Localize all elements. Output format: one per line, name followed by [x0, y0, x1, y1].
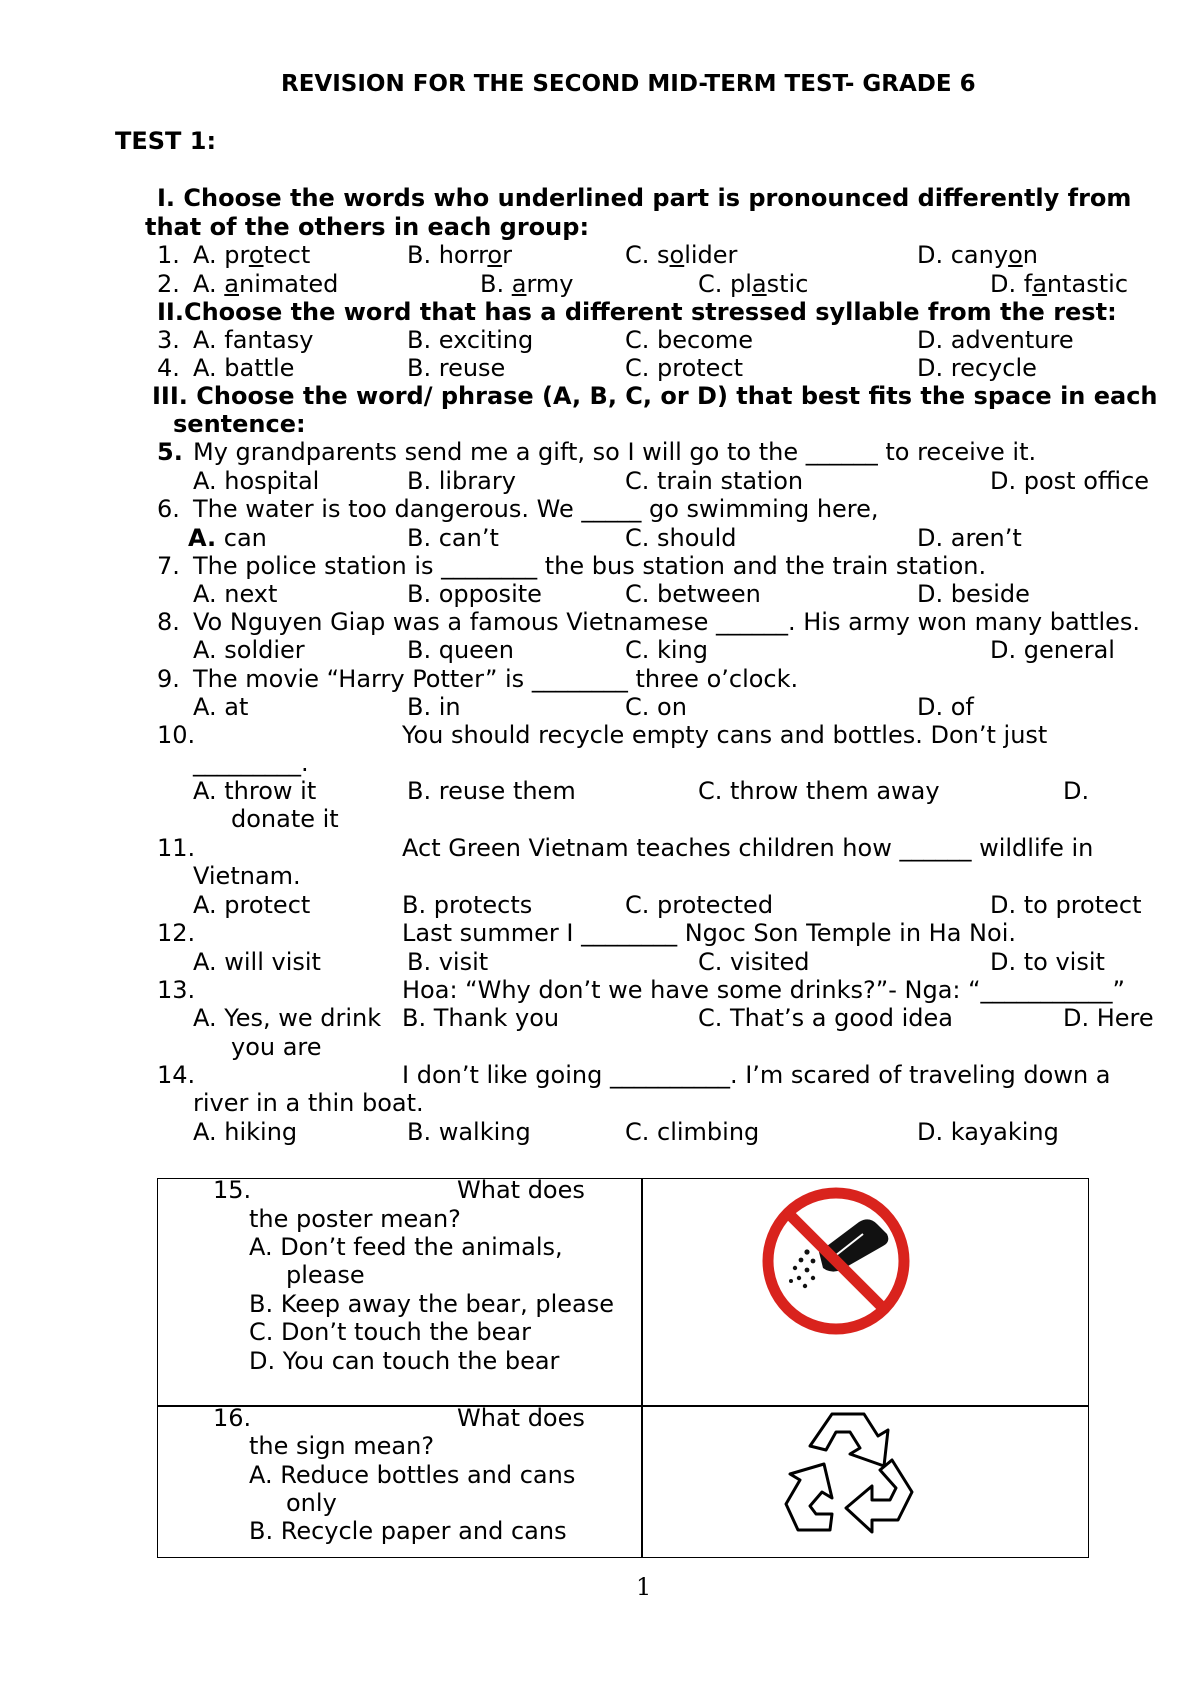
option-b: B. army: [480, 270, 574, 298]
page-number: 1: [636, 1573, 652, 1601]
question-number: 6.: [157, 495, 180, 523]
question-number: 10.: [157, 721, 196, 749]
option-c: C. protect: [625, 354, 744, 382]
question-stem: What does: [457, 1404, 585, 1432]
option-d: D. to visit: [990, 948, 1105, 976]
question-number: 8.: [157, 608, 180, 636]
option-d: D. beside: [917, 580, 1030, 608]
question-number: 15.: [213, 1176, 252, 1204]
question-number: 12.: [157, 919, 196, 947]
option-a: A. throw it: [193, 777, 317, 805]
option-b: B. reuse: [407, 354, 506, 382]
option-d: D. of: [917, 693, 974, 721]
option-d: D. fantastic: [990, 270, 1129, 298]
option-a: A. fantasy: [193, 326, 314, 354]
option-b: B. library: [407, 467, 516, 495]
option-d: D. You can touch the bear: [249, 1347, 560, 1375]
question-number: 16.: [213, 1404, 252, 1432]
question-number: 1.: [157, 241, 180, 269]
option-b: B. in: [407, 693, 461, 721]
option-c: C. Don’t touch the bear: [249, 1318, 531, 1346]
option-c: C. become: [625, 326, 754, 354]
option-d: D. general: [990, 636, 1115, 664]
option-a: A. animated: [193, 270, 339, 298]
option-a-cont: please: [286, 1261, 365, 1289]
option-a: A. Yes, we drink: [193, 1004, 382, 1032]
option-d: D. to protect: [990, 891, 1142, 919]
option-b: B. opposite: [407, 580, 542, 608]
section1-heading-cont: that of the others in each group:: [145, 213, 590, 241]
option-a: A. at: [193, 693, 249, 721]
question-stem: Vo Nguyen Giap was a famous Vietnamese ______. His army won many battles.: [193, 608, 1141, 636]
option-a: A. soldier: [193, 636, 305, 664]
option-a: A. hiking: [193, 1118, 298, 1146]
question-number: 7.: [157, 552, 180, 580]
option-a: A. next: [193, 580, 278, 608]
option-d: D.: [1063, 777, 1090, 805]
option-d: D. adventure: [917, 326, 1074, 354]
option-d: D. recycle: [917, 354, 1037, 382]
option-d: D. canyon: [917, 241, 1038, 269]
question-stem: What does: [457, 1176, 585, 1204]
option-b: B. reuse them: [407, 777, 576, 805]
question-stem: Hoa: “Why don’t we have some drinks?”- Nga: “___________”: [402, 976, 1125, 1004]
option-a: A. hospital: [193, 467, 320, 495]
no-feeding-sign-icon: [761, 1186, 911, 1336]
question-stem: The water is too dangerous. We _____ go swimming here,: [193, 495, 879, 523]
option-a: A. protect: [193, 891, 311, 919]
question-stem-cont: the poster mean?: [249, 1205, 461, 1233]
question-number: 5.: [157, 438, 183, 466]
option-c: C. solider: [625, 241, 738, 269]
section1-heading: I. Choose the words who underlined part is pronounced differently from: [157, 184, 1132, 212]
option-d: D. post office: [990, 467, 1150, 495]
option-d: D. aren’t: [917, 524, 1022, 552]
question-stem-cont: river in a thin boat.: [193, 1089, 424, 1117]
option-a: A. battle: [193, 354, 295, 382]
question-stem: Last summer I ________ Ngoc Son Temple in Ha Noi.: [402, 919, 1016, 947]
option-b: B. horror: [407, 241, 512, 269]
option-c: C. on: [625, 693, 687, 721]
option-a: A. will visit: [193, 948, 321, 976]
question-stem: You should recycle empty cans and bottles. Don’t just: [402, 721, 1048, 749]
question-stem-cont: the sign mean?: [249, 1432, 435, 1460]
option-c: C. throw them away: [698, 777, 940, 805]
question-number: 3.: [157, 326, 180, 354]
question-number: 11.: [157, 834, 196, 862]
option-b: B. exciting: [407, 326, 534, 354]
option-c: C. between: [625, 580, 761, 608]
option-b: B. Keep away the bear, please: [249, 1290, 615, 1318]
option-b: B. queen: [407, 636, 514, 664]
question-stem-cont: Vietnam.: [193, 862, 301, 890]
question-number: 9.: [157, 665, 180, 693]
option-a: A. Don’t feed the animals,: [249, 1233, 563, 1261]
question-stem: Act Green Vietnam teaches children how ______ wildlife in: [402, 834, 1094, 862]
test-label: TEST 1:: [115, 127, 217, 155]
option-c: C. protected: [625, 891, 774, 919]
option-b: B. Recycle paper and cans: [249, 1517, 567, 1545]
option-a-cont: you are: [231, 1033, 322, 1061]
option-c: C. climbing: [625, 1118, 760, 1146]
option-a-cont: only: [286, 1489, 337, 1517]
question-stem-cont: _________.: [193, 749, 309, 777]
question-number: 14.: [157, 1061, 196, 1089]
table-row-divider: [158, 1405, 1088, 1407]
page-title: REVISION FOR THE SECOND MID-TERM TEST- GRADE 6: [281, 71, 976, 97]
question-stem: My grandparents send me a gift, so I will go to the ______ to receive it.: [193, 438, 1037, 466]
table-column-divider: [641, 1179, 643, 1557]
option-c: C. king: [625, 636, 709, 664]
option-b: B. visit: [407, 948, 489, 976]
option-d: D. kayaking: [917, 1118, 1059, 1146]
option-c: C. should: [625, 524, 737, 552]
option-b: B. protects: [402, 891, 533, 919]
question-stem: I don’t like going __________. I’m scared of traveling down a: [402, 1061, 1111, 1089]
option-c: C. plastic: [698, 270, 809, 298]
option-b: B. can’t: [407, 524, 499, 552]
question-stem: The movie “Harry Potter” is ________ three o’clock.: [193, 665, 799, 693]
section3-heading: III. Choose the word/ phrase (A, B, C, or D) that best fits the space in each: [152, 382, 1158, 410]
section3-heading-cont: sentence:: [173, 410, 306, 438]
option-a: A. protect: [193, 241, 311, 269]
option-c: C. train station: [625, 467, 804, 495]
option-c: C. That’s a good idea: [698, 1004, 953, 1032]
option-b: B. Thank you: [402, 1004, 560, 1032]
question-stem: The police station is ________ the bus station and the train station.: [193, 552, 987, 580]
question-number: 2.: [157, 270, 180, 298]
option-a: A. can: [188, 524, 267, 552]
option-d-cont: donate it: [231, 805, 339, 833]
option-d: D. Here: [1063, 1004, 1154, 1032]
option-a: A. Reduce bottles and cans: [249, 1461, 576, 1489]
recycle-symbol-icon: [780, 1408, 930, 1550]
question-number: 13.: [157, 976, 196, 1004]
option-c: C. visited: [698, 948, 810, 976]
option-b: B. walking: [407, 1118, 531, 1146]
section2-heading: II.Choose the word that has a different stressed syllable from the rest:: [157, 298, 1117, 326]
question-number: 4.: [157, 354, 180, 382]
